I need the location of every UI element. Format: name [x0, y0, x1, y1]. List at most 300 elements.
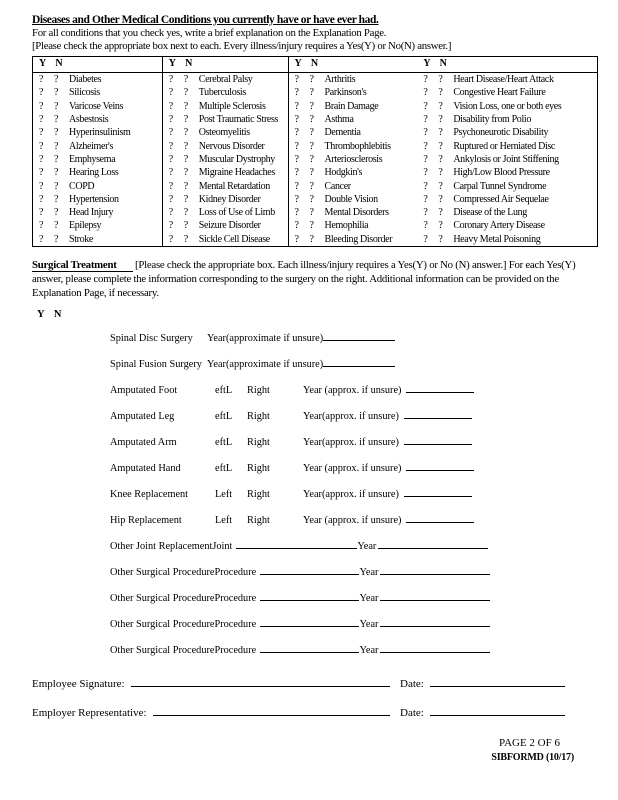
yes-checkbox[interactable]: ? [294, 127, 299, 139]
no-checkbox[interactable]: ? [54, 100, 59, 112]
employee-date-label: Date: [400, 677, 424, 690]
disease-column [417, 57, 597, 246]
disease-label: Epilepsy [69, 220, 102, 232]
yes-checkbox[interactable]: ? [168, 167, 174, 179]
yes-checkbox[interactable]: ? [39, 100, 44, 112]
no-checkbox[interactable]: ? [438, 233, 443, 245]
no-checkbox[interactable]: ? [309, 100, 314, 112]
disease-label: Hypertension [69, 193, 119, 205]
disease-label: Disease of the Lung [453, 207, 527, 219]
no-checkbox[interactable]: ? [183, 74, 189, 86]
yes-checkbox[interactable]: ? [168, 153, 174, 165]
yes-checkbox[interactable]: ? [294, 114, 299, 126]
disease-row [163, 153, 288, 166]
surgery-label: Hip Replacement [110, 514, 182, 526]
disease-row [33, 126, 162, 139]
surgical-row [32, 411, 596, 424]
no-checkbox[interactable]: ? [438, 193, 443, 205]
year-field[interactable] [404, 417, 472, 419]
yes-checkbox[interactable]: ? [423, 207, 428, 219]
no-checkbox[interactable]: ? [438, 74, 443, 86]
no-checkbox[interactable]: ? [183, 153, 189, 165]
no-checkbox[interactable]: ? [54, 193, 59, 205]
no-checkbox[interactable]: ? [183, 140, 189, 152]
disease-row [289, 153, 418, 166]
disease-label: Psychoneurotic Disability [453, 127, 549, 139]
disease-row [163, 193, 288, 206]
disease-label: Vision Loss, one or both eyes [453, 100, 562, 112]
surgery-label: Knee Replacement [110, 488, 189, 500]
yes-checkbox[interactable]: ? [423, 87, 428, 99]
disease-row [417, 219, 597, 232]
right-option[interactable]: Right [247, 384, 270, 396]
yes-checkbox[interactable]: ? [39, 207, 44, 219]
yes-checkbox[interactable]: ? [294, 140, 299, 152]
year-label: Year [359, 566, 379, 578]
no-checkbox[interactable]: ? [54, 114, 59, 126]
yes-checkbox[interactable]: ? [39, 74, 44, 86]
disease-label: Mental Disorders [324, 207, 389, 219]
no-checkbox[interactable]: ? [183, 100, 189, 112]
year-label: Year(approximate if unsure) [207, 358, 324, 370]
no-checkbox[interactable]: ? [54, 74, 59, 86]
no-checkbox[interactable]: ? [438, 153, 443, 165]
no-checkbox[interactable]: ? [309, 153, 314, 165]
disease-label: Kidney Disorder [198, 193, 261, 205]
disease-row [289, 126, 418, 139]
year-label: Year(approx. if unsure) [303, 410, 399, 422]
disease-label: Compressed Air Sequelae [453, 193, 549, 205]
yes-checkbox[interactable]: ? [168, 193, 174, 205]
yes-checkbox[interactable]: ? [39, 180, 44, 192]
year-field[interactable] [323, 339, 395, 341]
yes-checkbox[interactable]: ? [39, 87, 44, 99]
disease-row [163, 126, 288, 139]
employee-signature-row [32, 678, 596, 692]
yes-checkbox[interactable]: ? [168, 140, 174, 152]
yn-column-header: Y N [163, 57, 288, 73]
surgical-row [32, 437, 596, 450]
year-label: Year [359, 618, 379, 630]
disease-row [33, 153, 162, 166]
disease-label: Parkinson's [324, 87, 367, 99]
right-option[interactable]: Right [247, 514, 270, 526]
no-checkbox[interactable]: ? [438, 114, 443, 126]
yes-checkbox[interactable]: ? [39, 153, 44, 165]
no-checkbox[interactable]: ? [309, 140, 314, 152]
disease-label: Loss of Use of Limb [198, 207, 275, 219]
year-field[interactable] [406, 469, 474, 471]
no-checkbox[interactable]: ? [309, 193, 314, 205]
disease-label: Ruptured or Herniated Disc [453, 140, 556, 152]
form-title: Diseases and Other Medical Conditions you currently have or have ever had. [32, 14, 379, 26]
no-checkbox[interactable]: ? [309, 207, 314, 219]
signature-section [32, 678, 596, 721]
detail-field[interactable] [260, 573, 359, 575]
left-option[interactable]: eftL [215, 384, 233, 396]
no-checkbox[interactable]: ? [438, 180, 443, 192]
yes-checkbox[interactable]: ? [423, 167, 428, 179]
yes-checkbox[interactable]: ? [423, 233, 428, 245]
no-checkbox[interactable]: ? [438, 87, 443, 99]
yes-checkbox[interactable]: ? [423, 74, 428, 86]
surgery-label: Other Surgical Procedure [110, 592, 215, 604]
disease-row [289, 86, 418, 99]
surgical-section [32, 258, 596, 658]
year-field[interactable] [378, 547, 488, 549]
no-checkbox[interactable]: ? [309, 127, 314, 139]
yes-checkbox[interactable]: ? [168, 74, 174, 86]
disease-row [163, 73, 288, 86]
instruction-line-2: [Please check the appropriate box next to each. Every illness/injury requires a Yes(Y) or No(N) answer.] [32, 40, 452, 52]
disease-label: Ankylosis or Joint Stiffening [453, 153, 559, 165]
disease-row [163, 166, 288, 179]
left-option[interactable]: Left [215, 514, 233, 526]
detail-field[interactable] [260, 599, 359, 601]
detail-field-label: Procedure [214, 592, 257, 604]
surgery-label: Amputated Hand [110, 462, 181, 474]
surgical-yn-header: Y N [37, 308, 62, 320]
no-checkbox[interactable]: ? [183, 127, 189, 139]
disease-column [163, 57, 289, 246]
year-field[interactable] [406, 391, 474, 393]
surgical-row [32, 359, 596, 372]
disease-label: Osteomyelitis [198, 127, 250, 139]
disease-row [33, 233, 162, 246]
yn-column-header: Y N [417, 57, 597, 73]
disease-label: Heart Disease/Heart Attack [453, 74, 554, 86]
disease-label: Stroke [69, 233, 94, 245]
no-checkbox[interactable]: ? [54, 127, 59, 139]
yes-checkbox[interactable]: ? [294, 233, 299, 245]
surgical-row [32, 619, 596, 632]
disease-row [289, 73, 418, 86]
detail-field[interactable] [260, 625, 359, 627]
surgery-label: Amputated Leg [110, 410, 175, 422]
year-field[interactable] [380, 573, 490, 575]
disease-label: Emphysema [69, 153, 116, 165]
no-checkbox[interactable]: ? [183, 233, 189, 245]
disease-row [163, 233, 288, 246]
form-header [32, 14, 596, 52]
employer-date-field[interactable] [430, 714, 565, 716]
disease-label: Heavy Metal Poisoning [453, 233, 541, 245]
no-checkbox[interactable]: ? [309, 167, 314, 179]
year-field[interactable] [404, 495, 472, 497]
disease-label: Brain Damage [324, 100, 379, 112]
surgical-row [32, 645, 596, 658]
surgical-row [32, 489, 596, 502]
yes-checkbox[interactable]: ? [423, 180, 428, 192]
yes-checkbox[interactable]: ? [423, 114, 428, 126]
no-checkbox[interactable]: ? [438, 100, 443, 112]
year-field[interactable] [404, 443, 472, 445]
disease-label: Asthma [324, 114, 354, 126]
no-checkbox[interactable]: ? [309, 74, 314, 86]
disease-label: Muscular Dystrophy [198, 153, 275, 165]
disease-row [417, 100, 597, 113]
year-label: Year (approx. if unsure) [303, 384, 402, 396]
disease-label: Cancer [324, 180, 351, 192]
disease-label: Hemophilia [324, 220, 369, 232]
left-option[interactable]: Left [215, 488, 233, 500]
surgery-label: Other Surgical Procedure [110, 618, 215, 630]
yes-checkbox[interactable]: ? [168, 180, 174, 192]
no-checkbox[interactable]: ? [183, 167, 189, 179]
no-checkbox[interactable]: ? [438, 207, 443, 219]
no-checkbox[interactable]: ? [183, 207, 189, 219]
disease-row [417, 153, 597, 166]
yes-checkbox[interactable]: ? [168, 87, 174, 99]
year-label: Year [359, 644, 379, 656]
disease-label: Congestive Heart Failure [453, 87, 546, 99]
yes-checkbox[interactable]: ? [39, 193, 44, 205]
detail-field-group [214, 567, 359, 578]
yes-checkbox[interactable]: ? [168, 100, 174, 112]
no-checkbox[interactable]: ? [54, 220, 59, 232]
disease-row [417, 139, 597, 152]
disease-label: High/Low Blood Pressure [453, 167, 550, 179]
no-checkbox[interactable]: ? [438, 220, 443, 232]
right-option[interactable]: Right [247, 410, 270, 422]
yes-checkbox[interactable]: ? [39, 167, 44, 179]
disease-label: Dementia [324, 127, 361, 139]
disease-row [163, 86, 288, 99]
yes-checkbox[interactable]: ? [168, 207, 174, 219]
disease-row [163, 113, 288, 126]
disease-label: Asbestosis [69, 114, 109, 126]
left-option[interactable]: eftL [215, 462, 233, 474]
year-label: Year (approx. if unsure) [303, 514, 402, 526]
surgery-label: Amputated Foot [110, 384, 178, 396]
form-code: SIBFORMD (10/17) [491, 751, 574, 763]
no-checkbox[interactable]: ? [54, 153, 59, 165]
disease-row [289, 219, 418, 232]
yes-checkbox[interactable]: ? [294, 220, 299, 232]
disease-label: Seizure Disorder [198, 220, 261, 232]
surgical-rows [32, 333, 596, 658]
detail-field[interactable] [260, 651, 359, 653]
year-field[interactable] [380, 651, 490, 653]
yes-checkbox[interactable]: ? [423, 100, 428, 112]
no-checkbox[interactable]: ? [309, 220, 314, 232]
disease-label: Migraine Headaches [198, 167, 275, 179]
year-label: Year(approx. if unsure) [303, 488, 399, 500]
detail-field-group [212, 541, 357, 552]
disease-label: Varicose Veins [69, 100, 124, 112]
disease-row [33, 86, 162, 99]
disease-row [33, 139, 162, 152]
year-label: Year [357, 540, 377, 552]
surgical-row [32, 541, 596, 554]
page-footer [32, 737, 596, 763]
left-option[interactable]: eftL [215, 410, 233, 422]
yes-checkbox[interactable]: ? [39, 140, 44, 152]
no-checkbox[interactable]: ? [54, 207, 59, 219]
disease-row [33, 219, 162, 232]
disease-row [417, 126, 597, 139]
no-checkbox[interactable]: ? [183, 193, 189, 205]
disease-label: Mental Retardation [198, 180, 270, 192]
year-label: Year(approximate if unsure) [207, 332, 324, 344]
detail-field[interactable] [236, 547, 357, 549]
disease-row [289, 179, 418, 192]
disease-row [163, 219, 288, 232]
yes-checkbox[interactable]: ? [168, 233, 174, 245]
yes-checkbox[interactable]: ? [423, 127, 428, 139]
no-checkbox[interactable]: ? [309, 114, 314, 126]
employer-signature-group [32, 707, 390, 719]
employer-representative-label: Employer Representative: [32, 706, 147, 719]
no-checkbox[interactable]: ? [309, 233, 314, 245]
disease-row [417, 86, 597, 99]
yes-checkbox[interactable]: ? [423, 140, 428, 152]
no-checkbox[interactable]: ? [183, 114, 189, 126]
no-checkbox[interactable]: ? [183, 220, 189, 232]
disease-row [163, 100, 288, 113]
disease-row [33, 179, 162, 192]
disease-label: Cerebral Palsy [198, 74, 253, 86]
disease-label: Hearing Loss [69, 167, 119, 179]
disease-row [417, 73, 597, 86]
right-option[interactable]: Right [247, 436, 270, 448]
disease-label: Diabetes [69, 74, 102, 86]
employee-signature-group [32, 678, 390, 690]
disease-label: Hodgkin's [324, 167, 363, 179]
disease-column [33, 57, 163, 246]
yn-column-header: Y N [33, 57, 162, 73]
surgical-row [32, 593, 596, 606]
no-checkbox[interactable]: ? [54, 140, 59, 152]
disease-row [289, 233, 418, 246]
detail-field-label: Procedure [214, 566, 257, 578]
surgical-row [32, 333, 596, 346]
employer-signature-field[interactable] [153, 714, 390, 716]
disease-label: Carpal Tunnel Syndrome [453, 180, 547, 192]
yes-checkbox[interactable]: ? [39, 127, 44, 139]
disease-row [163, 206, 288, 219]
yes-checkbox[interactable]: ? [423, 153, 428, 165]
disease-label: Nervous Disorder [198, 140, 265, 152]
disease-row [33, 73, 162, 86]
no-checkbox[interactable]: ? [438, 127, 443, 139]
detail-field-group [214, 645, 359, 656]
disease-label: Multiple Sclerosis [198, 100, 266, 112]
disease-label: Hyperinsulinism [69, 127, 131, 139]
yes-checkbox[interactable]: ? [294, 167, 299, 179]
yes-checkbox[interactable]: ? [168, 114, 174, 126]
employee-signature-field[interactable] [131, 685, 390, 687]
no-checkbox[interactable]: ? [54, 233, 59, 245]
surgery-label: Spinal Fusion Surgery [110, 358, 202, 370]
yes-checkbox[interactable]: ? [294, 100, 299, 112]
no-checkbox[interactable]: ? [54, 87, 59, 99]
yes-checkbox[interactable]: ? [39, 233, 44, 245]
no-checkbox[interactable]: ? [183, 87, 189, 99]
yes-checkbox[interactable]: ? [39, 114, 44, 126]
right-option[interactable]: Right [247, 488, 270, 500]
disease-row [33, 206, 162, 219]
year-field[interactable] [380, 625, 490, 627]
surgical-row [32, 463, 596, 476]
employer-date-label: Date: [400, 706, 424, 719]
detail-field-group [214, 619, 359, 630]
disease-label: Double Vision [324, 193, 378, 205]
surgery-label: Other Surgical Procedure [110, 644, 215, 656]
disease-row [33, 193, 162, 206]
employee-date-field[interactable] [430, 685, 565, 687]
disease-column [289, 57, 418, 246]
yes-checkbox[interactable]: ? [168, 127, 174, 139]
yes-checkbox[interactable]: ? [423, 220, 428, 232]
yn-column-header: Y N [289, 57, 418, 73]
disease-row [289, 139, 418, 152]
yes-checkbox[interactable]: ? [294, 207, 299, 219]
surgical-row [32, 567, 596, 580]
surgery-label: Amputated Arm [110, 436, 177, 448]
disease-row [417, 206, 597, 219]
year-label: Year [359, 592, 379, 604]
right-option[interactable]: Right [247, 462, 270, 474]
no-checkbox[interactable]: ? [54, 167, 59, 179]
employee-signature-label: Employee Signature: [32, 677, 125, 690]
disease-row [417, 193, 597, 206]
no-checkbox[interactable]: ? [309, 87, 314, 99]
disease-row [289, 113, 418, 126]
year-field[interactable] [380, 599, 490, 601]
surgical-row [32, 385, 596, 398]
yes-checkbox[interactable]: ? [39, 220, 44, 232]
no-checkbox[interactable]: ? [438, 167, 443, 179]
disease-row [289, 166, 418, 179]
year-field[interactable] [406, 521, 474, 523]
left-option[interactable]: eftL [215, 436, 233, 448]
disease-row [163, 179, 288, 192]
detail-field-group [214, 593, 359, 604]
disease-row [289, 193, 418, 206]
disease-label: Post Traumatic Stress [198, 114, 279, 126]
yes-checkbox[interactable]: ? [294, 87, 299, 99]
detail-field-label: Joint [212, 540, 233, 552]
disease-row [417, 166, 597, 179]
disease-label: Silicosis [69, 87, 100, 99]
disease-row [163, 139, 288, 152]
disease-row [289, 206, 418, 219]
no-checkbox[interactable]: ? [309, 180, 314, 192]
disease-label: Alzheimer's [69, 140, 114, 152]
disease-label: Tuberculosis [198, 87, 246, 99]
yes-checkbox[interactable]: ? [294, 193, 299, 205]
yes-checkbox[interactable]: ? [294, 180, 299, 192]
yes-checkbox[interactable]: ? [168, 220, 174, 232]
disease-label: Arthritis [324, 74, 356, 86]
yes-checkbox[interactable]: ? [423, 193, 428, 205]
disease-row [33, 100, 162, 113]
disease-row [289, 100, 418, 113]
disease-row [417, 233, 597, 246]
yes-checkbox[interactable]: ? [294, 153, 299, 165]
disease-table [32, 56, 598, 247]
surgical-heading: Surgical Treatment [32, 259, 133, 272]
surgery-label: Other Surgical Procedure [110, 566, 215, 578]
disease-label: Bleeding Disorder [324, 233, 393, 245]
no-checkbox[interactable]: ? [54, 180, 59, 192]
no-checkbox[interactable]: ? [438, 140, 443, 152]
employer-representative-row [32, 707, 596, 721]
no-checkbox[interactable]: ? [183, 180, 189, 192]
year-field[interactable] [323, 365, 395, 367]
yes-checkbox[interactable]: ? [294, 74, 299, 86]
